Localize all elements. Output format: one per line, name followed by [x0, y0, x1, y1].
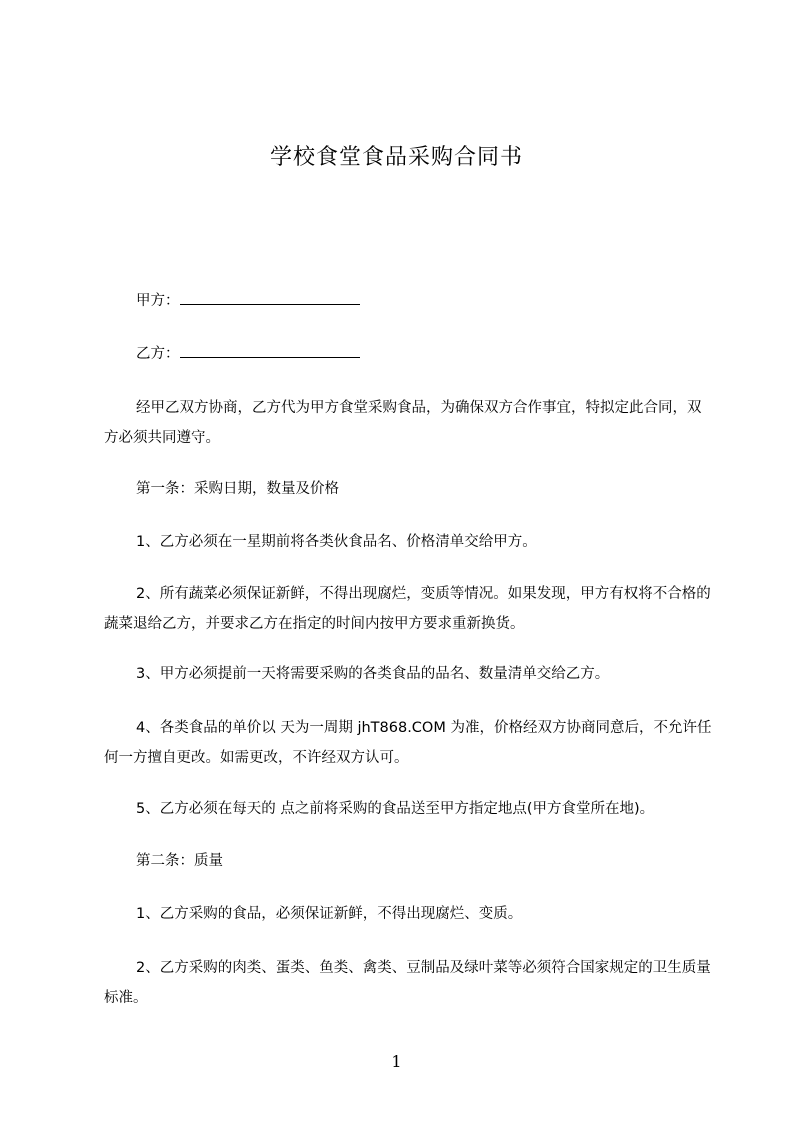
- page-number: 1: [391, 1052, 402, 1071]
- article-2-heading: 第二条：质量: [136, 853, 223, 869]
- party-a-blank: [180, 288, 360, 305]
- party-a-line: [104, 286, 714, 316]
- article-1-item: 5、乙方必须在每天的 点之前将采购的食品送至甲方指定地点(甲方食堂所在地)。: [136, 801, 655, 817]
- article-2-item: 2、乙方采购的肉类、蛋类、鱼类、禽类、豆制品及绿叶菜等必须符合国家规定的卫生质量标准。: [104, 960, 711, 1006]
- article-1-item: 3、甲方必须提前一天将需要采购的各类食品的品名、数量清单交给乙方。: [136, 666, 610, 682]
- article-1-heading: 第一条：采购日期，数量及价格: [136, 481, 339, 497]
- document-title: 学校食堂食品采购合同书: [269, 145, 523, 170]
- party-b-label: 乙方：: [136, 346, 180, 362]
- article-2-item: 1、乙方采购的食品，必须保证新鲜，不得出现腐烂、变质。: [136, 906, 523, 922]
- article-1-item: 4、各类食品的单价以 天为一周期 jhT868.COM 为准，价格经双方协商同意后，不允许任何一方擅自更改。如需更改，不许经双方认可。: [104, 720, 712, 766]
- party-a-label: 甲方：: [136, 293, 180, 309]
- intro-paragraph: 经甲乙双方协商，乙方代为甲方食堂采购食品，为确保双方合作事宜，特拟定此合同，双方必须共同遵守。: [104, 400, 702, 446]
- article-1-item: 2、所有蔬菜必须保证新鲜，不得出现腐烂，变质等情况。如果发现，甲方有权将不合格的蔬菜退给乙方，并要求乙方在指定的时间内按甲方要求重新换货。: [104, 586, 711, 632]
- party-b-blank: [180, 341, 360, 358]
- party-b-line: [104, 339, 714, 369]
- article-1-item: 1、乙方必须在一星期前将各类伙食品名、价格清单交给甲方。: [136, 534, 537, 550]
